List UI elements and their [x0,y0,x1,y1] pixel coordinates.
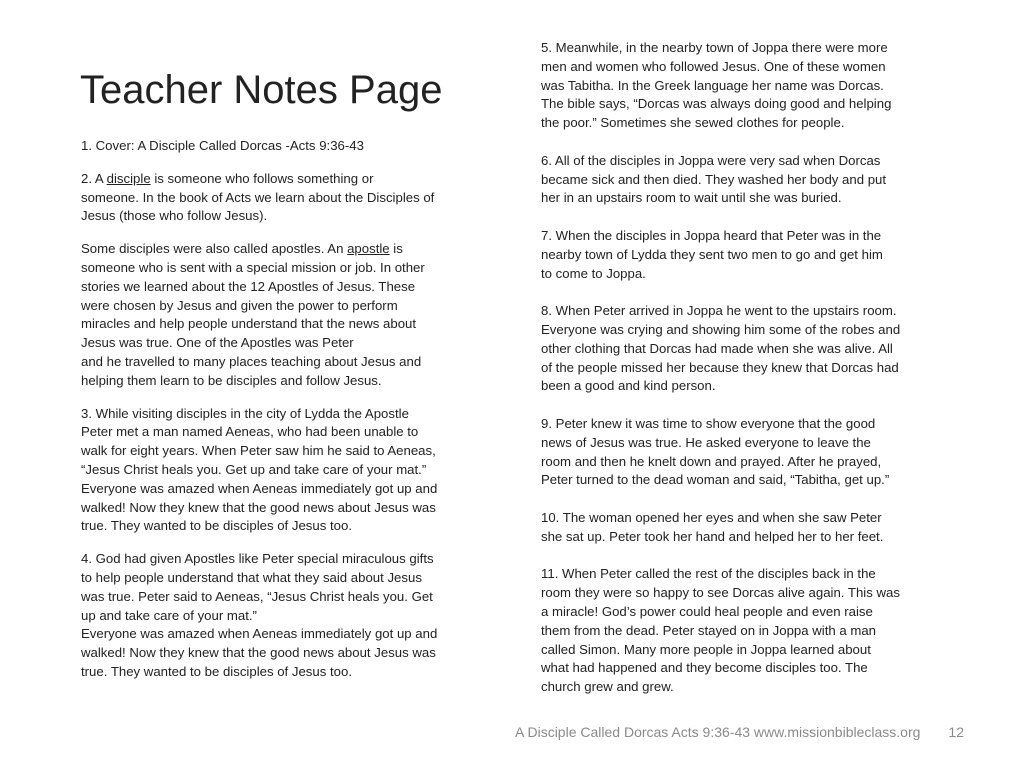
text-line: nearby town of Lydda they sent two men to go and get him [541,246,883,262]
text-line: 10. The woman opened her eyes and when she saw Peter [541,509,882,525]
text-line: other clothing that Dorcas had made when she was alive. All [541,340,893,356]
text-line: was Tabitha. In the Greek language her name was Dorcas. [541,77,884,93]
text-line: “Jesus Christ heals you. Get up and take care of your mat.” [81,461,427,477]
text-line: 6. All of the disciples in Joppa were very sad when Dorcas [541,152,881,168]
text-line: up and take care of your mat.” [81,607,257,623]
text-line: walked! Now they knew that the good news about Jesus was [81,645,436,661]
page-title: Teacher Notes Page [80,68,443,112]
text-line: became sick and then died. They washed her body and put [541,171,887,187]
note-1 [81,137,481,156]
text-line: helping them learn to be disciples and follow Jesus. [81,372,382,388]
note-apostles-first-line [81,240,481,259]
text-line: The bible says, “Dorcas was always doing good and helping [541,96,892,112]
text-line: Jesus was true. One of the Apostles was Peter [81,335,354,351]
text-line: Jesus (those who follow Jesus). [81,208,268,224]
text-line: been a good and kind person. [541,378,716,394]
text-line: 11. When Peter called the rest of the disciples back in the [541,566,876,582]
text-line: and he travelled to many places teaching about Jesus and [81,353,422,369]
text-line: stories we learned about the 12 Apostles of Jesus. These [81,278,416,294]
note-apostles-intro: Some disciples were also called apostles. An [81,241,348,257]
text-line: true. They wanted to be disciples of Jesus too. [81,663,352,679]
text-line: she sat up. Peter took her hand and helped her to her feet. [541,528,884,544]
note-10 [541,509,951,547]
note-6 [541,152,951,208]
text-line: of the people missed her because they knew that Dorcas had [541,359,899,375]
text-line: what had happened and they become disciples too. The [541,660,868,676]
text-line: 7. When the disciples in Joppa heard that Peter was in the [541,227,882,243]
note-2-definition: is someone who follows something or [150,170,374,186]
text-line: miracles and help people understand that the news about [81,316,417,332]
text-line: Peter met a man named Aeneas, who had been unable to [81,424,419,440]
text-line: the poor.” Sometimes she sewed clothes for people. [541,115,845,131]
text-line: were chosen by Jesus and given the power to perform [81,297,398,313]
note-2-intro: 2. A [81,170,107,186]
term-apostle: apostle [347,241,390,257]
text-line: them from the dead. Peter stayed on in Joppa with a man [541,622,877,638]
page-number: 12 [948,724,964,740]
note-11 [541,565,951,697]
note-7 [541,227,951,283]
term-disciple: disciple [106,170,151,186]
text-line: 5. Meanwhile, in the nearby town of Joppa there were more [541,40,888,55]
text-line: her in an upstairs room to wait until she was buried. [541,190,842,206]
text-line: 9. Peter knew it was time to show everyone that the good [541,415,876,431]
note-apostles-rest [81,259,481,391]
text-line: to come to Joppa. [541,265,646,281]
text-line: true. They wanted to be disciples of Jesus too. [81,518,352,534]
note-apostles [81,240,481,390]
text-line: news of Jesus was true. He asked everyone to leave the [541,434,871,450]
note-4 [81,550,481,682]
text-line: to help people understand that what they said about Jesus [81,569,422,585]
footer-text: A Disciple Called Dorcas Acts 9:36-43 www.missionbibleclass.org [515,724,921,740]
note-apostles-definition: is [389,241,403,257]
text-line: 8. When Peter arrived in Joppa he went to the upstairs room. [541,303,897,319]
text-line: room they were so happy to see Dorcas alive again. This was [541,585,900,601]
text-line: 4. God had given Apostles like Peter special miraculous gifts [81,551,434,567]
text-line: 1. Cover: A Disciple Called Dorcas -Acts 9:36-43 [81,138,364,153]
note-5 [541,39,951,133]
text-line: walk for eight years. When Peter saw him he said to Aeneas, [81,443,436,459]
text-line: 3. While visiting disciples in the city of Lydda the Apostle [81,405,409,421]
note-8 [541,302,951,396]
note-2-first-line [81,170,481,189]
note-9 [541,415,951,490]
text-line: Everyone was amazed when Aeneas immediately got up and [81,480,438,496]
text-line: Peter turned to the dead woman and said, “Tabitha, get up.” [541,472,890,488]
left-column [81,137,481,682]
text-line: someone who is sent with a special mission or job. In other [81,259,425,275]
text-line: room and then he knelt down and prayed. After he prayed, [541,453,882,469]
note-2 [81,170,481,226]
note-3 [81,405,481,537]
text-line: someone. In the book of Acts we learn about the Disciples of [81,189,435,205]
note-2-rest [81,189,481,227]
right-column [541,39,951,697]
text-line: Everyone was crying and showing him some of the robes and [541,321,901,337]
text-line: men and women who followed Jesus. One of these women [541,58,886,74]
text-line: Everyone was amazed when Aeneas immediately got up and [81,626,438,642]
text-line: walked! Now they knew that the good news about Jesus was [81,499,436,515]
text-line: a miracle! God’s power could heal people and even raise [541,603,873,619]
text-line: called Simon. Many more people in Joppa learned about [541,641,871,657]
text-line: was true. Peter said to Aeneas, “Jesus Christ heals you. Get [81,588,433,604]
footer [515,724,964,740]
text-line: church grew and grew. [541,679,674,695]
